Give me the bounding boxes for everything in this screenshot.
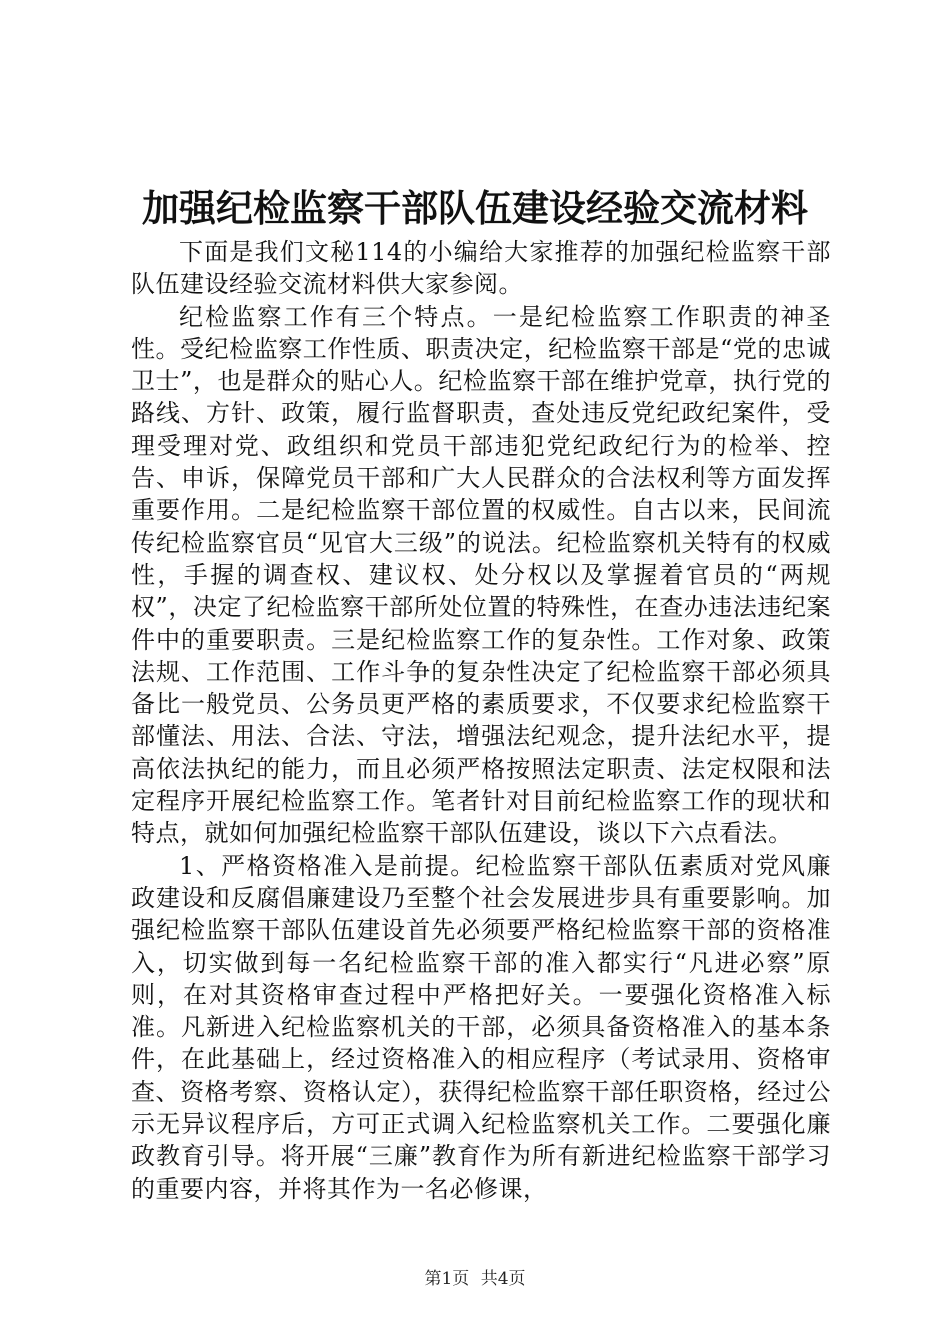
paragraph-point-1: 1、严格资格准入是前提。纪检监察干部队伍素质对党风廉政建设和反腐倡廉建设乃至整个社会发展进步具有重要影响。加强纪检监察干部队伍建设首先必须要严格纪检监察干部的资格准入，切实做到每一名纪检监察干部的准入都实行“凡进必察”原则，在对其资格审查过程中严格把好关。一要强化资格准入标准。凡新进入纪检监察机关的干部，必须具备资格准入的基本条件，在此基础上，经过资格准入的相应程序（考试录用、资格审查、资格考察、资格认定），获得纪检监察干部任职资格，经过公示无异议程序后，方可正式调入纪检监察机关工作。二要强化廉政教育引导。将开展“三廉”教育作为所有新进纪检监察干部学习的重要内容，并将其作为一名必修课， [131, 851, 831, 1203]
page-total: 共4页 [480, 1269, 526, 1289]
document-title: 加强纪检监察干部队伍建设经验交流材料 [142, 186, 808, 230]
paragraph-intro: 下面是我们文秘114的小编给大家推荐的加强纪检监察干部队伍建设经验交流材料供大家参阅。 [131, 238, 831, 299]
page-footer [0, 1268, 950, 1290]
document-body [131, 236, 831, 1205]
paragraph-characteristics: 纪检监察工作有三个特点。一是纪检监察工作职责的神圣性。受纪检监察工作性质、职责决定，纪检监察干部是“党的忠诚卫士”，也是群众的贴心人。纪检监察干部在维护党章，执行党的路线、方针、政策，履行监督职责，查处违反党纪政纪案件，受理受理对党、政组织和党员干部违犯党纪政纪行为的检举、控告、申诉，保障党员干部和广大人民群众的合法权利等方面发挥重要作用。二是纪检监察干部位置的权威性。自古以来，民间流传纪检监察官员“见官大三级”的说法。纪检监察机关特有的权威性，手握的调查权、建议权、处分权以及掌握着官员的“两规权”，决定了纪检监察干部所处位置的特殊性，在查办违法违纪案件中的重要职责。三是纪检监察工作的复杂性。工作对象、政策法规、工作范围、工作斗争的复杂性决定了纪检监察干部必须具备比一般党员、公务员更严格的素质要求，不仅要求纪检监察干部懂法、用法、合法、守法，增强法纪观念，提升法纪水平，提高依法执纪的能力，而且必须严格按照法定职责、法定权限和法定程序开展纪检监察工作。笔者针对目前纪检监察工作的现状和特点，就如何加强纪检监察干部队伍建设，谈以下六点看法。 [131, 302, 831, 848]
page-number: 第1页 [424, 1269, 470, 1289]
